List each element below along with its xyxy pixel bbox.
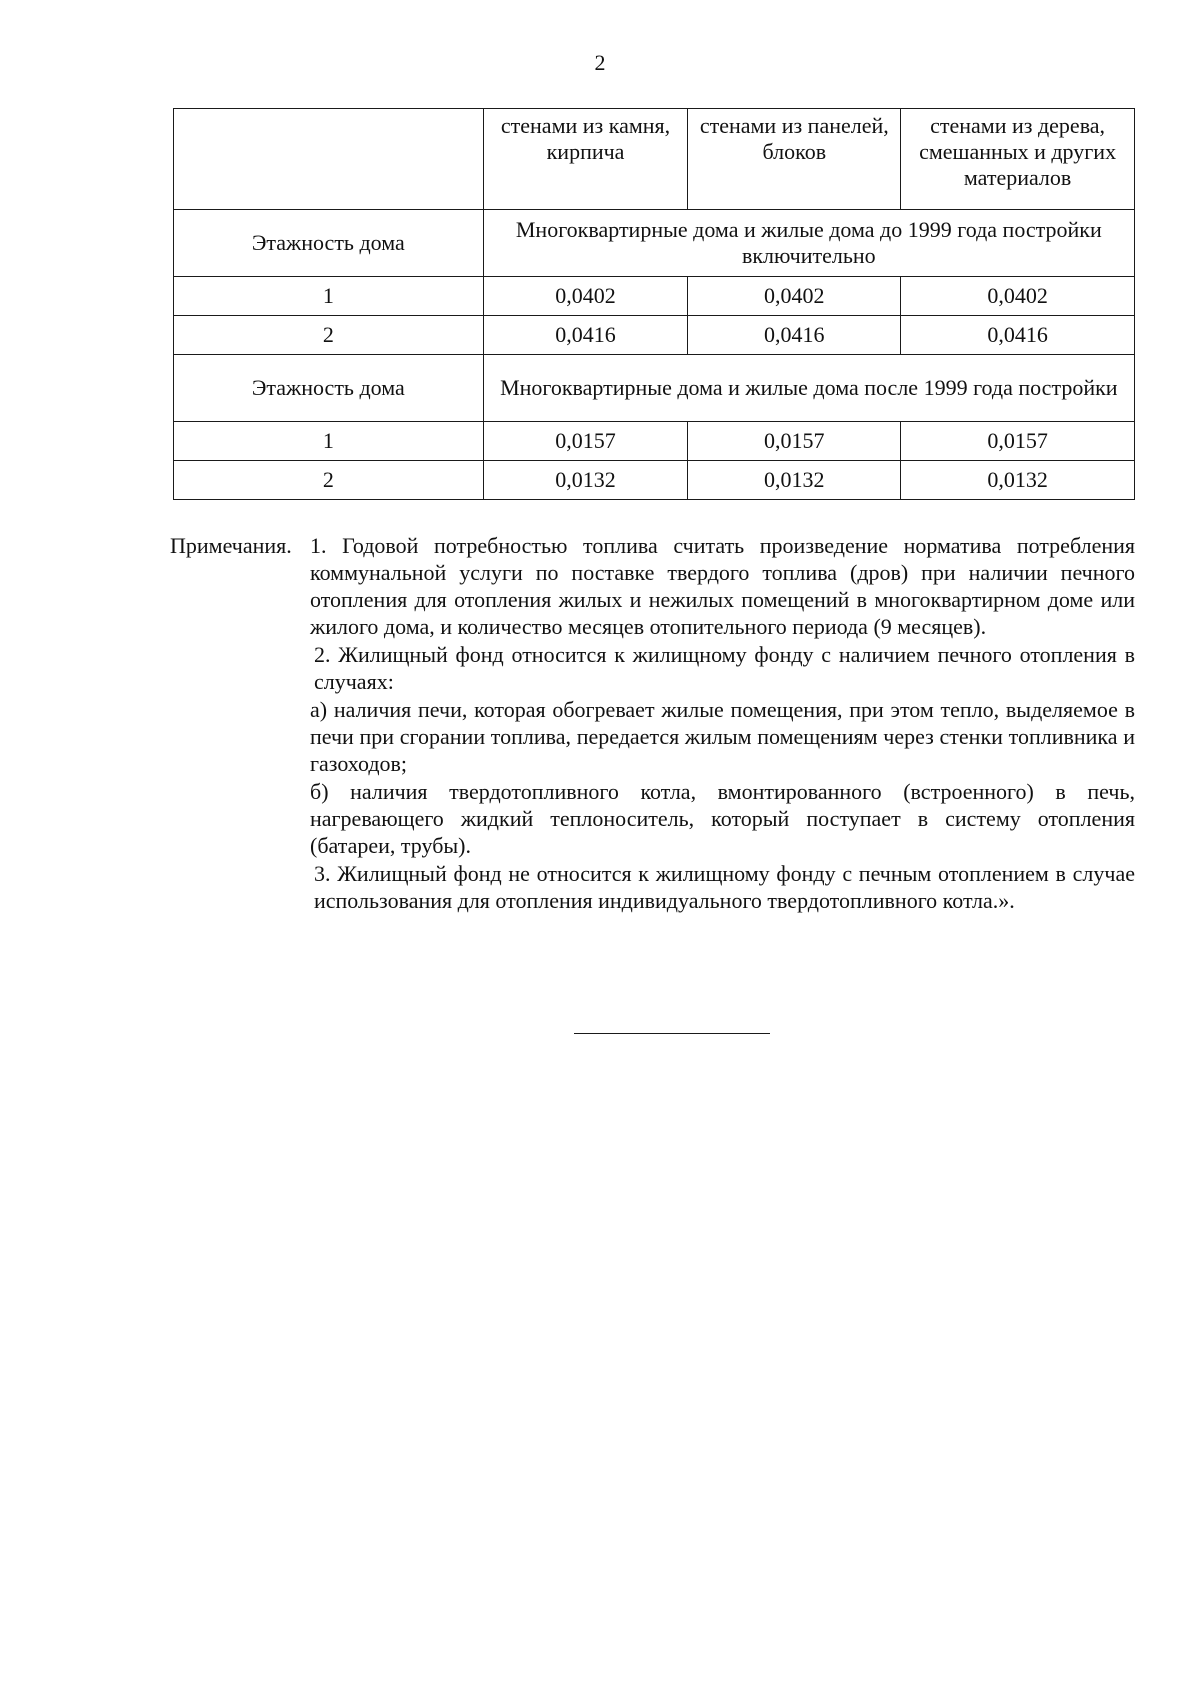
floors-cell: 2 xyxy=(174,461,484,500)
header-cell-panels-blocks: стенами из панелей, блоков xyxy=(688,109,901,210)
table-row xyxy=(174,461,1135,500)
table-header-row xyxy=(174,109,1135,210)
note-item: а) наличия печи, которая обогревает жилые помещения, при этом тепло, выделяемое в печи при сгорании топлива, передается жилым помещениям через стенки топливника и газоходов; xyxy=(310,697,1135,776)
value-cell: 0,0402 xyxy=(688,277,901,316)
value-cell: 0,0132 xyxy=(901,461,1135,500)
value-cell: 0,0157 xyxy=(483,422,688,461)
group-title: Многоквартирные дома и жилые дома до 1999 года постройки включительно xyxy=(483,210,1134,277)
notes-body xyxy=(310,532,1135,915)
header-cell-wood-mixed: стенами из дерева, смешанных и других материалов xyxy=(901,109,1135,210)
norm-table xyxy=(173,108,1135,500)
table-row xyxy=(174,422,1135,461)
note-item: б) наличия твердотопливного котла, вмонтированного (встроенного) в печь, нагревающего жидкий теплоноситель, который поступает в систему отопления (батареи, трубы). xyxy=(310,779,1135,858)
note-item: 3. Жилищный фонд не относится к жилищному фонду с печным отоплением в случае использования для отопления индивидуального твердотопливного котла.». xyxy=(314,861,1135,913)
value-cell: 0,0157 xyxy=(688,422,901,461)
floors-label: Этажность дома xyxy=(174,355,484,422)
note-item: 1. Годовой потребностью топлива считать произведение норматива потребления коммунальной услуги по поставке твердого топлива (дров) при наличии печного отопления для отопления жилых и нежилых помещений в многоквартирном доме или жилого дома, и количество месяцев отопительного периода (9 месяцев). xyxy=(310,533,1135,639)
value-cell: 0,0416 xyxy=(483,316,688,355)
group-title: Многоквартирные дома и жилые дома после 1999 года постройки xyxy=(483,355,1134,422)
table-row xyxy=(174,277,1135,316)
value-cell: 0,0402 xyxy=(901,277,1135,316)
page-number: 2 xyxy=(594,50,606,75)
end-divider xyxy=(574,1033,770,1034)
value-cell: 0,0402 xyxy=(483,277,688,316)
floors-cell: 1 xyxy=(174,422,484,461)
value-cell: 0,0157 xyxy=(901,422,1135,461)
group-header-row xyxy=(174,355,1135,422)
header-cell-empty xyxy=(174,109,484,210)
value-cell: 0,0132 xyxy=(483,461,688,500)
value-cell: 0,0132 xyxy=(688,461,901,500)
value-cell: 0,0416 xyxy=(901,316,1135,355)
notes-label: Примечания. xyxy=(170,533,292,558)
table-row xyxy=(174,316,1135,355)
group-header-row xyxy=(174,210,1135,277)
value-cell: 0,0416 xyxy=(688,316,901,355)
floors-cell: 2 xyxy=(174,316,484,355)
note-item: 2. Жилищный фонд относится к жилищному фонду с наличием печного отопления в случаях: xyxy=(314,642,1135,694)
floors-cell: 1 xyxy=(174,277,484,316)
notes-section xyxy=(170,532,1135,915)
header-cell-stone-brick: стенами из камня, кирпича xyxy=(483,109,688,210)
floors-label: Этажность дома xyxy=(174,210,484,277)
